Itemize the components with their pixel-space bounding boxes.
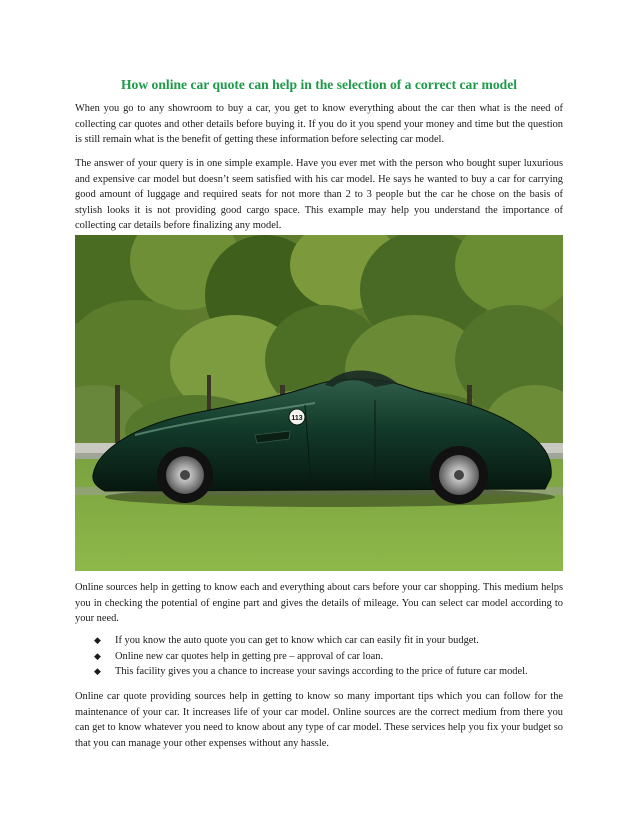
bullet-icon: ◆ [94,635,101,645]
paragraph-intro: When you go to any showroom to buy a car, you get to know everything about the car then what is the need of collecting car quotes and other details before buying it. If you do it you spend your money and time but the question is still remain what is the benefit of getting these information before selecting car model. [75,103,563,146]
benefits-list [75,633,563,680]
bullet-icon: ◆ [94,666,101,677]
list-item-text: If you know the auto quote you can get to know which car can easily fit in your budget. [115,635,479,646]
car-photo [75,235,563,571]
list-item-text: This facility gives you a chance to increase your savings according to the price of future car model. [115,666,528,678]
bullet-icon: ◆ [94,650,101,661]
list-item [75,633,563,649]
paragraph-online-sources: Online sources help in getting to know each and everything about cars before your car shopping. This medium helps you in checking the potential of engine part and gives the details of mileage. You can select car model according to your need. [75,582,563,625]
front-wheel [157,447,213,503]
paragraph-maintenance: Online car quote providing sources help in getting to know so many important tips which you can follow for the maintenance of your car. It increases life of your car model. Online sources are the correct medium from there you can get to know whatever you need to know about any type of car model. These services help you fix your budget so that you can manage your other expenses without any hassle. [75,691,563,749]
list-item-text: Online new car quotes help in getting pre – approval of car loan. [115,650,384,662]
race-number: 113 [291,415,303,422]
rear-wheel [430,446,488,504]
document-title: How online car quote can help in the selection of a correct car model [120,77,518,92]
paragraph-example: The answer of your query is in one simple example. Have you ever met with the person who bought super luxurious and expensive car model but doesn’t seem satisfied with his car model. He says he wanted to buy a car for carrying good amount of luggage and required seats for not more than 2 to 3 people but the car he chose on the basis of stylish looks it is not providing good cargo space. This example may help you understand the importance of collecting car details before finalizing any model. [75,158,563,232]
list-item [75,664,563,680]
list-item [75,649,563,665]
